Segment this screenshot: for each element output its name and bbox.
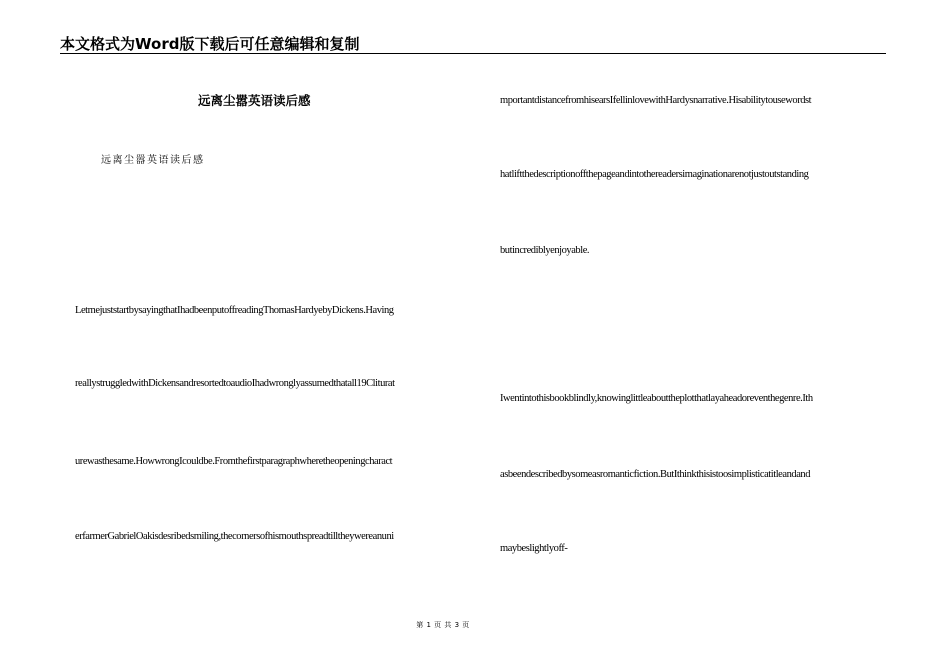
right-text-line: butincrediblyenjoyable. <box>500 245 590 256</box>
right-text-line: mportantdistancefromhisearsIfellinlovewithHardysnarrative.Hisabilitytousewordst <box>500 95 812 106</box>
right-text-line: asbeendescribedbysomeasromanticfiction.ButIthinkthisistoosimplisticatitleandand <box>500 469 811 480</box>
left-text-line: urewasthesame.HowwrongIcouldbe.Fromthefirstparagraphwheretheopeningcharact <box>75 456 393 467</box>
document-subtitle: 远离尘嚣英语读后感 <box>101 155 205 166</box>
page-header: 本文格式为Word版下载后可任意编辑和复制 <box>60 35 360 53</box>
left-text-line: reallystruggledwithDickensandresortedtoaudioIhadwronglyassumedthatall19Cliturat <box>75 378 395 389</box>
right-text-line: maybeslightlyoff- <box>500 543 568 554</box>
right-text-line: hatliftthedescriptionoffthepageandintothereadersimaginationarenotjustoutstanding <box>500 169 809 180</box>
page-number: 第 1 页 共 3 页 <box>416 621 470 629</box>
header-divider <box>60 53 886 54</box>
left-text-line: erfarmerGabrielOakisdesribedsmiling,thecornersofhismouthspreadtilltheywereanuni <box>75 531 394 542</box>
document-title: 远离尘嚣英语读后感 <box>198 93 311 108</box>
left-text-line: LetmejuststartbysayingthatIhadbeenputoffreadingThomasHardyebyDickens.Having <box>75 305 394 316</box>
right-text-line: Iwentintothisbookblindly,knowinglittleabouttheplotthatlayaheadoreventhegenre.Ith <box>500 393 813 404</box>
